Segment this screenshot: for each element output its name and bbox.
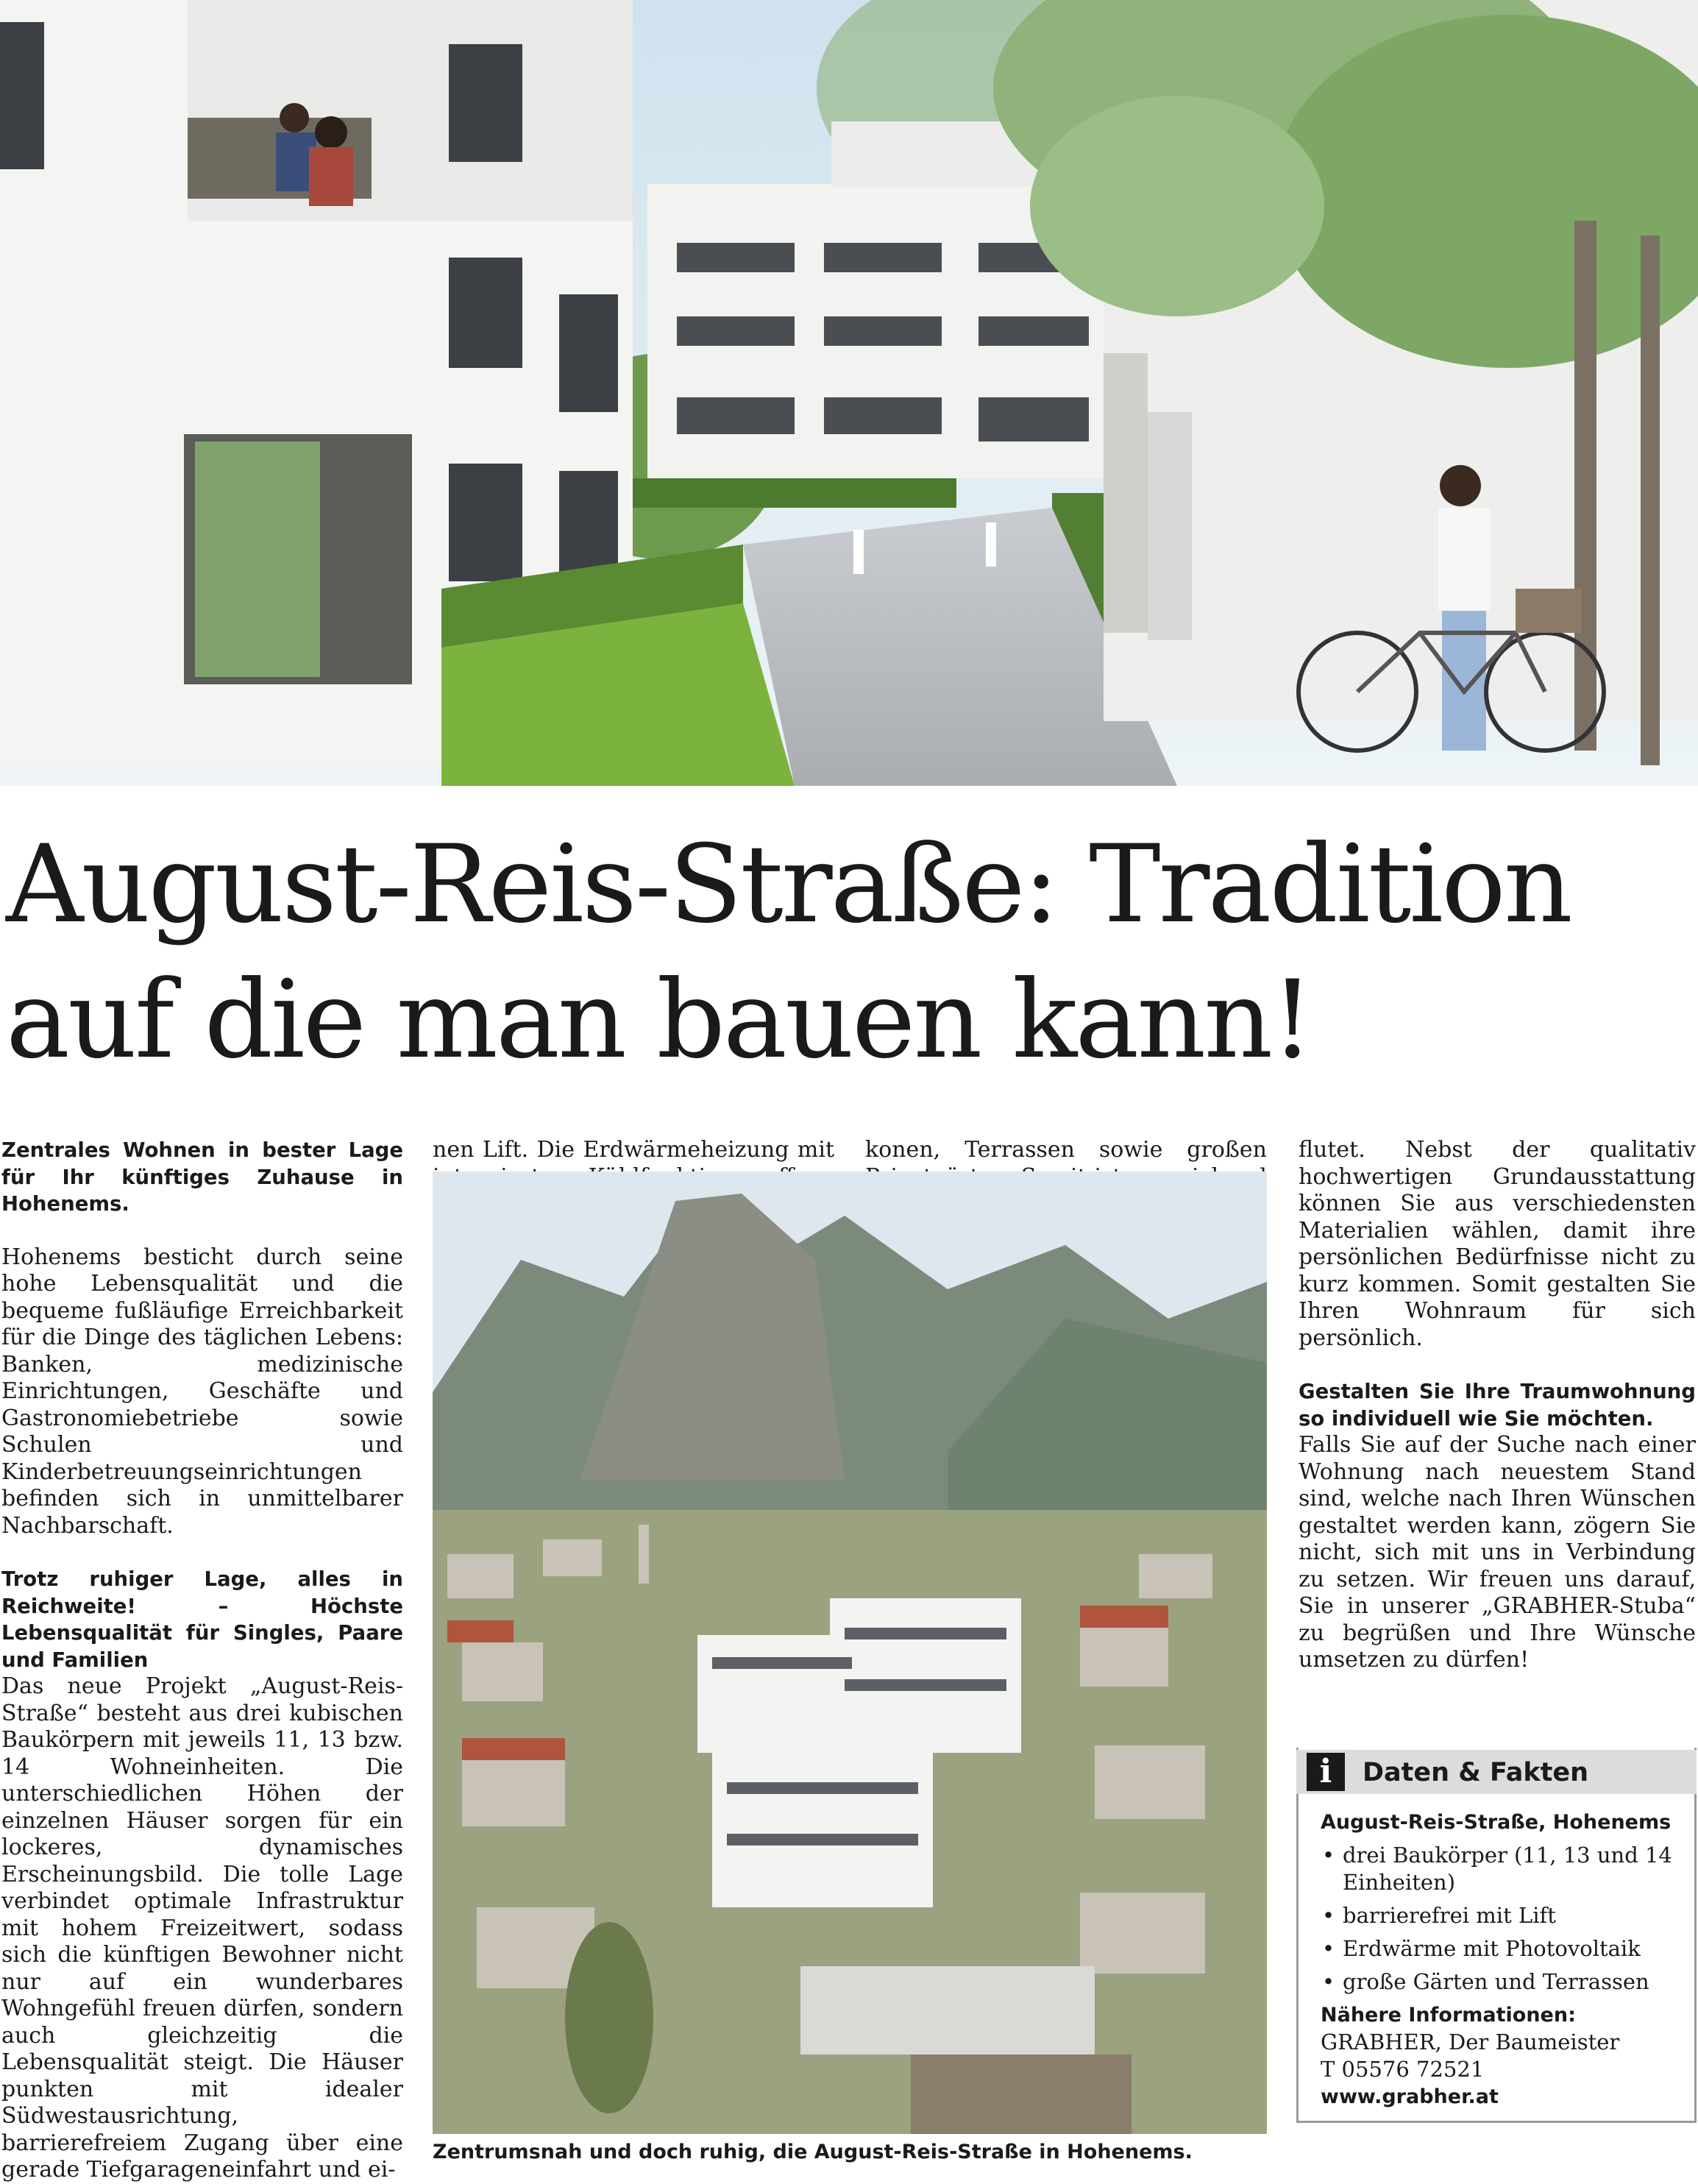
- article-column-4: [1299, 1137, 1696, 1674]
- fact-item: • Erdwärme mit Photovoltaik: [1321, 1935, 1688, 1963]
- contact-label: Nähere Informationen:: [1321, 2004, 1576, 2027]
- fact-item: • große Gärten und Terrassen: [1321, 1968, 1688, 1996]
- headline-line-1: August-Reis-Straße: Tradition: [6, 822, 1571, 947]
- aerial-photo: [433, 1171, 1267, 2134]
- fact-box-body: [1321, 1809, 1688, 2110]
- article-paragraph: konen, Terrassen sowie großen: [865, 1137, 1267, 1163]
- fact-item: • barrierefrei mit Lift: [1321, 1902, 1688, 1929]
- article-column-1: [1, 1137, 403, 2184]
- fact-box-title: Daten & Fakten: [1363, 1758, 1589, 1787]
- fact-list: [1321, 1842, 1688, 1996]
- fact-box-project: August-Reis-Straße, Hohenems: [1321, 1811, 1672, 1834]
- article-paragraph: flutet. Nebst der qualitativ hochwertigen Grundausstattung können Sie aus verschiedensten Materialien wählen, damit ihre persönlichen Bedürfnisse nicht zu kurz kommen. Somit gestalten Sie Ihren Wohnraum für sich persönlich.: [1299, 1137, 1696, 1351]
- info-icon: i: [1307, 1753, 1345, 1791]
- fact-item: • drei Baukörper (11, 13 und 14 Einheiten): [1321, 1842, 1688, 1896]
- article-subheading: Trotz ruhiger Lage, alles in Reichweite! – Höchste Lebensqualität für Singles, Paare und Familien: [1, 1567, 403, 1672]
- contact-company: GRABHER, Der Baumeister: [1321, 2029, 1620, 2054]
- contact-phone: T 05576 72521: [1321, 2057, 1485, 2082]
- hero-rendering: [0, 0, 1698, 786]
- article-lead: Zentrales Wohnen in bester Lage für Ihr künftiges Zuhause in Hohenems.: [1, 1138, 403, 1216]
- headline-line-2: auf die man bauen kann!: [6, 957, 1312, 1082]
- article-paragraph: nen Lift. Die Erdwärmeheizung mit: [433, 1137, 834, 1163]
- article-paragraph: Das neue Projekt „August-Reis-Straße“ besteht aus drei kubischen Baukörpern mit jeweils 11, 13 bzw. 14 Wohneinheiten. Die unterschiedlichen Höhen der einzelnen Häuser sorgen für ein lockeres, dynamisches Erscheinungsbild. Die tolle Lage verbindet optimale Infrastruktur mit hohem Freizeitwert, sodass sich die künftigen Bewohner nicht nur auf ein wunderbares Wohngefühl freuen dürfen, sondern auch gleichzeitig die Lebensqualität steigt. Die Häuser punkten mit idealer Südwestausrichtung, barrierefreiem Zugang über eine gerade Tiefgarageneinfahrt und ei-: [1, 1673, 403, 2183]
- photo-caption: Zentrumsnah und doch ruhig, die August-Reis-Straße in Hohenems.: [433, 2141, 1193, 2163]
- article-paragraph: Falls Sie auf der Suche nach einer Wohnung nach neuestem Stand sind, welche nach Ihren Wünschen gestaltet werden kann, zögern Sie nicht, sich mit uns in Verbindung zu setzen. Wir freuen uns darauf, Sie in unserer „GRABHER-Stuba“ zu begrüßen und Ihre Wünsche umsetzen zu dürfen!: [1299, 1432, 1696, 1673]
- headline: [6, 817, 1698, 1088]
- article-subheading: Gestalten Sie Ihre Traumwohnung so individuell wie Sie möchten.: [1299, 1380, 1696, 1430]
- article-paragraph: Hohenems besticht durch seine hohe Lebensqualität und die bequeme fußläufige Erreichbarkeit für die Dinge des täglichen Lebens: Banken, medizinische Einrichtungen, Geschäfte und Gastronomiebetriebe sowie Schulen und Kinderbetreuungseinrichtungen befinden sich in unmittelbarer Nachbarschaft.: [1, 1244, 403, 1539]
- contact-website-link[interactable]: www.grabher.at: [1321, 2085, 1499, 2108]
